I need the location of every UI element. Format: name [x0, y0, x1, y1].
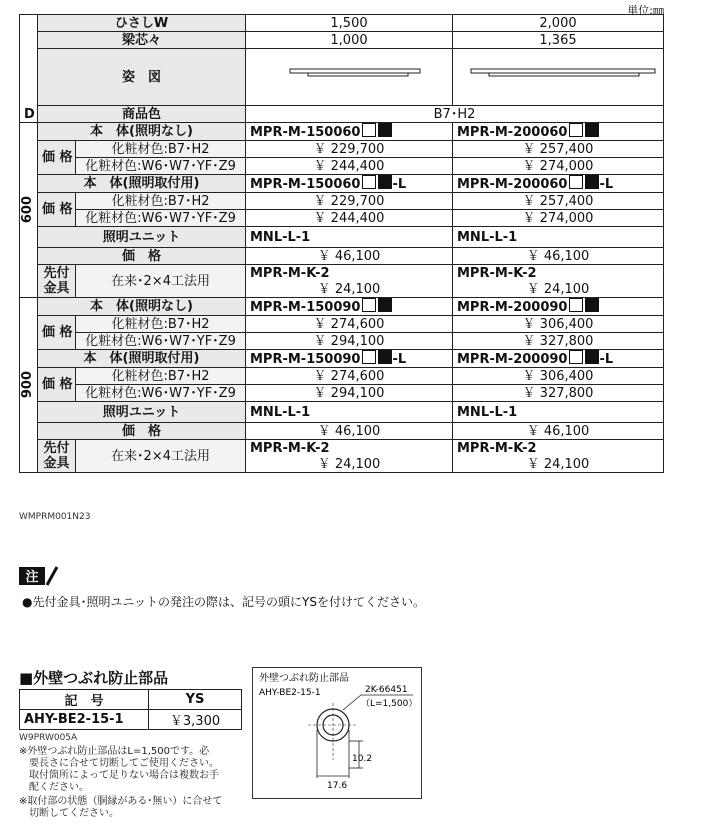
- width-a: 1,500: [246, 15, 453, 32]
- price-light-a-1: ￥ 229,700: [246, 193, 453, 210]
- light-price-b: ￥ 46,100: [453, 248, 664, 265]
- finish2-label: 化粧材色:W6･W7･YF･Z9: [76, 210, 246, 227]
- price-label: 価 格: [38, 193, 76, 227]
- model-light-b: MPR-M-200060 -L: [453, 175, 664, 193]
- diagram-dim-a: 10.2: [352, 754, 373, 764]
- price-nolight-a-2: ￥ 294,100: [246, 333, 453, 350]
- light-price-label: 価 格: [38, 423, 246, 440]
- color-swatch-black: [378, 298, 392, 312]
- color-swatch-white: [569, 350, 583, 364]
- parts-note-6: 切断してください。: [19, 808, 119, 819]
- model-nolight-b: MPR-M-200060: [453, 123, 664, 141]
- table-code: WMPRM001N23: [19, 512, 91, 522]
- price-nolight-b-2: ￥ 327,800: [453, 333, 664, 350]
- sakitsuke-label: 先付金具: [38, 265, 76, 298]
- depth-600: 600: [20, 196, 35, 224]
- sakitsuke-method: 在来･2×4工法用: [76, 265, 246, 298]
- price-light-b-2: ￥ 274,000: [453, 210, 664, 227]
- note-mark: [19, 565, 59, 591]
- price-label: 価 格: [38, 316, 76, 350]
- color-swatch-black: [585, 298, 599, 312]
- finish2-label: 化粧材色:W6･W7･YF･Z9: [76, 158, 246, 175]
- diagram-length: （L=1,500）: [361, 699, 418, 709]
- parts-code: AHY-BE2-15-1: [20, 710, 149, 730]
- parts-note-3: 取付箇所によって足りない場合は複数お手: [19, 770, 219, 781]
- model-light-a: MPR-M-150060 -L: [246, 175, 453, 193]
- bracket-price-a: ￥ 24,100: [246, 281, 453, 298]
- body-nolight-label: 本 体(照明なし): [38, 298, 246, 316]
- sakitsuke-method: 在来･2×4工法用: [76, 440, 246, 473]
- light-price-a: ￥ 46,100: [246, 248, 453, 265]
- beam-a: 1,000: [246, 32, 453, 49]
- bracket-price-a: ￥ 24,100: [246, 456, 453, 473]
- price-nolight-b-2: ￥ 274,000: [453, 158, 664, 175]
- d-label: D: [20, 15, 38, 123]
- color-swatch-white: [569, 175, 583, 189]
- beam-label: 梁芯々: [38, 32, 246, 49]
- color-swatch-white: [362, 175, 376, 189]
- figure-a: [246, 49, 453, 106]
- bracket-model-b: MPR-M-K-2: [453, 440, 664, 457]
- beam-b: 1,365: [453, 32, 664, 49]
- parts-note-2: 要長さに合せて切断してご使用ください。: [19, 758, 219, 769]
- light-price-a: ￥ 46,100: [246, 423, 453, 440]
- figure-label: 姿 図: [38, 49, 246, 106]
- spec-table: [19, 14, 664, 473]
- parts-note-5: ※取付部の状態（胴縁がある･無い）に合せて: [19, 796, 223, 807]
- finish1-label: 化粧材色:B7･H2: [76, 193, 246, 210]
- finish1-label: 化粧材色:B7･H2: [76, 141, 246, 158]
- finish1-label: 化粧材色:B7･H2: [76, 316, 246, 333]
- finish1-label: 化粧材色:B7･H2: [76, 368, 246, 385]
- color-swatch-white: [362, 350, 376, 364]
- parts-title: ■外壁つぶれ防止部品: [19, 669, 169, 687]
- price-nolight-a-1: ￥ 229,700: [246, 141, 453, 158]
- price-light-b-1: ￥ 257,400: [453, 193, 664, 210]
- light-model-a: MNL-L-1: [246, 227, 453, 248]
- color-value: B7･H2: [246, 106, 664, 123]
- price-light-a-2: ￥ 294,100: [246, 385, 453, 402]
- light-price-label: 価 格: [38, 248, 246, 265]
- color-swatch-white: [362, 123, 376, 137]
- parts-diagram: [252, 667, 422, 799]
- bracket-price-b: ￥ 24,100: [453, 281, 664, 298]
- parts-note-1: ※外壁つぶれ防止部品はL=1,500です。必: [19, 746, 210, 757]
- depth-900: 900: [20, 371, 35, 399]
- parts-col2-header: YS: [149, 690, 242, 710]
- light-model-b: MNL-L-1: [453, 402, 664, 423]
- unit-label: 単位:㎜: [627, 4, 664, 17]
- parts-col1-header: 記 号: [20, 690, 149, 710]
- diagram-title: 外壁つぶれ防止部品: [259, 673, 349, 684]
- width-label: ひさしW: [38, 15, 246, 32]
- parts-note-4: 配ください。: [19, 782, 89, 793]
- color-swatch-white: [569, 123, 583, 137]
- price-nolight-b-1: ￥ 257,400: [453, 141, 664, 158]
- light-price-b: ￥ 46,100: [453, 423, 664, 440]
- model-light-a: MPR-M-150090 -L: [246, 350, 453, 368]
- diagram-part-no: 2K-66451: [365, 685, 408, 695]
- light-model-a: MNL-L-1: [246, 402, 453, 423]
- light-unit-label: 照明ユニット: [38, 227, 246, 248]
- price-label: 価 格: [38, 368, 76, 402]
- diagram-code: AHY-BE2-15-1: [259, 688, 321, 698]
- color-swatch-black: [585, 123, 599, 137]
- finish2-label: 化粧材色:W6･W7･YF･Z9: [76, 385, 246, 402]
- color-label: 商品色: [38, 106, 246, 123]
- color-swatch-black: [378, 175, 392, 189]
- sakitsuke-label: 先付金具: [38, 440, 76, 473]
- bracket-model-a: MPR-M-K-2: [246, 440, 453, 457]
- color-swatch-black: [378, 123, 392, 137]
- color-swatch-black: [378, 350, 392, 364]
- light-unit-label: 照明ユニット: [38, 402, 246, 423]
- canopy-figure-b: [457, 49, 660, 101]
- finish2-label: 化粧材色:W6･W7･YF･Z9: [76, 333, 246, 350]
- color-swatch-white: [569, 298, 583, 312]
- bracket-model-b: MPR-M-K-2: [453, 265, 664, 282]
- model-light-b: MPR-M-200090 -L: [453, 350, 664, 368]
- parts-table: [19, 689, 242, 730]
- price-label: 価 格: [38, 141, 76, 175]
- diagram-dim-b: 17.6: [327, 781, 348, 791]
- price-nolight-b-1: ￥ 306,400: [453, 316, 664, 333]
- price-light-a-2: ￥ 244,400: [246, 210, 453, 227]
- model-nolight-b: MPR-M-200090: [453, 298, 664, 316]
- note-text: ●先付金具･照明ユニットの発注の際は、記号の頭にYSを付けてください。: [22, 595, 425, 609]
- canopy-figure-a: [250, 49, 449, 101]
- color-swatch-black: [585, 175, 599, 189]
- body-light-label: 本 体(照明取付用): [38, 350, 246, 368]
- body-light-label: 本 体(照明取付用): [38, 175, 246, 193]
- body-nolight-label: 本 体(照明なし): [38, 123, 246, 141]
- light-model-b: MNL-L-1: [453, 227, 664, 248]
- color-swatch-white: [362, 298, 376, 312]
- parts-diagram-svg: [253, 668, 421, 798]
- parts-table-code: W9PRW005A: [19, 733, 78, 743]
- price-nolight-a-1: ￥ 274,600: [246, 316, 453, 333]
- model-nolight-a: MPR-M-150090: [246, 298, 453, 316]
- price-light-b-2: ￥ 327,800: [453, 385, 664, 402]
- figure-b: [453, 49, 664, 106]
- parts-price: ￥3,300: [149, 710, 242, 730]
- price-light-b-1: ￥ 306,400: [453, 368, 664, 385]
- note-mark-text: 注: [25, 570, 39, 585]
- color-swatch-black: [585, 350, 599, 364]
- bracket-price-b: ￥ 24,100: [453, 456, 664, 473]
- price-nolight-a-2: ￥ 244,400: [246, 158, 453, 175]
- bracket-model-a: MPR-M-K-2: [246, 265, 453, 282]
- model-nolight-a: MPR-M-150060: [246, 123, 453, 141]
- width-b: 2,000: [453, 15, 664, 32]
- price-light-a-1: ￥ 274,600: [246, 368, 453, 385]
